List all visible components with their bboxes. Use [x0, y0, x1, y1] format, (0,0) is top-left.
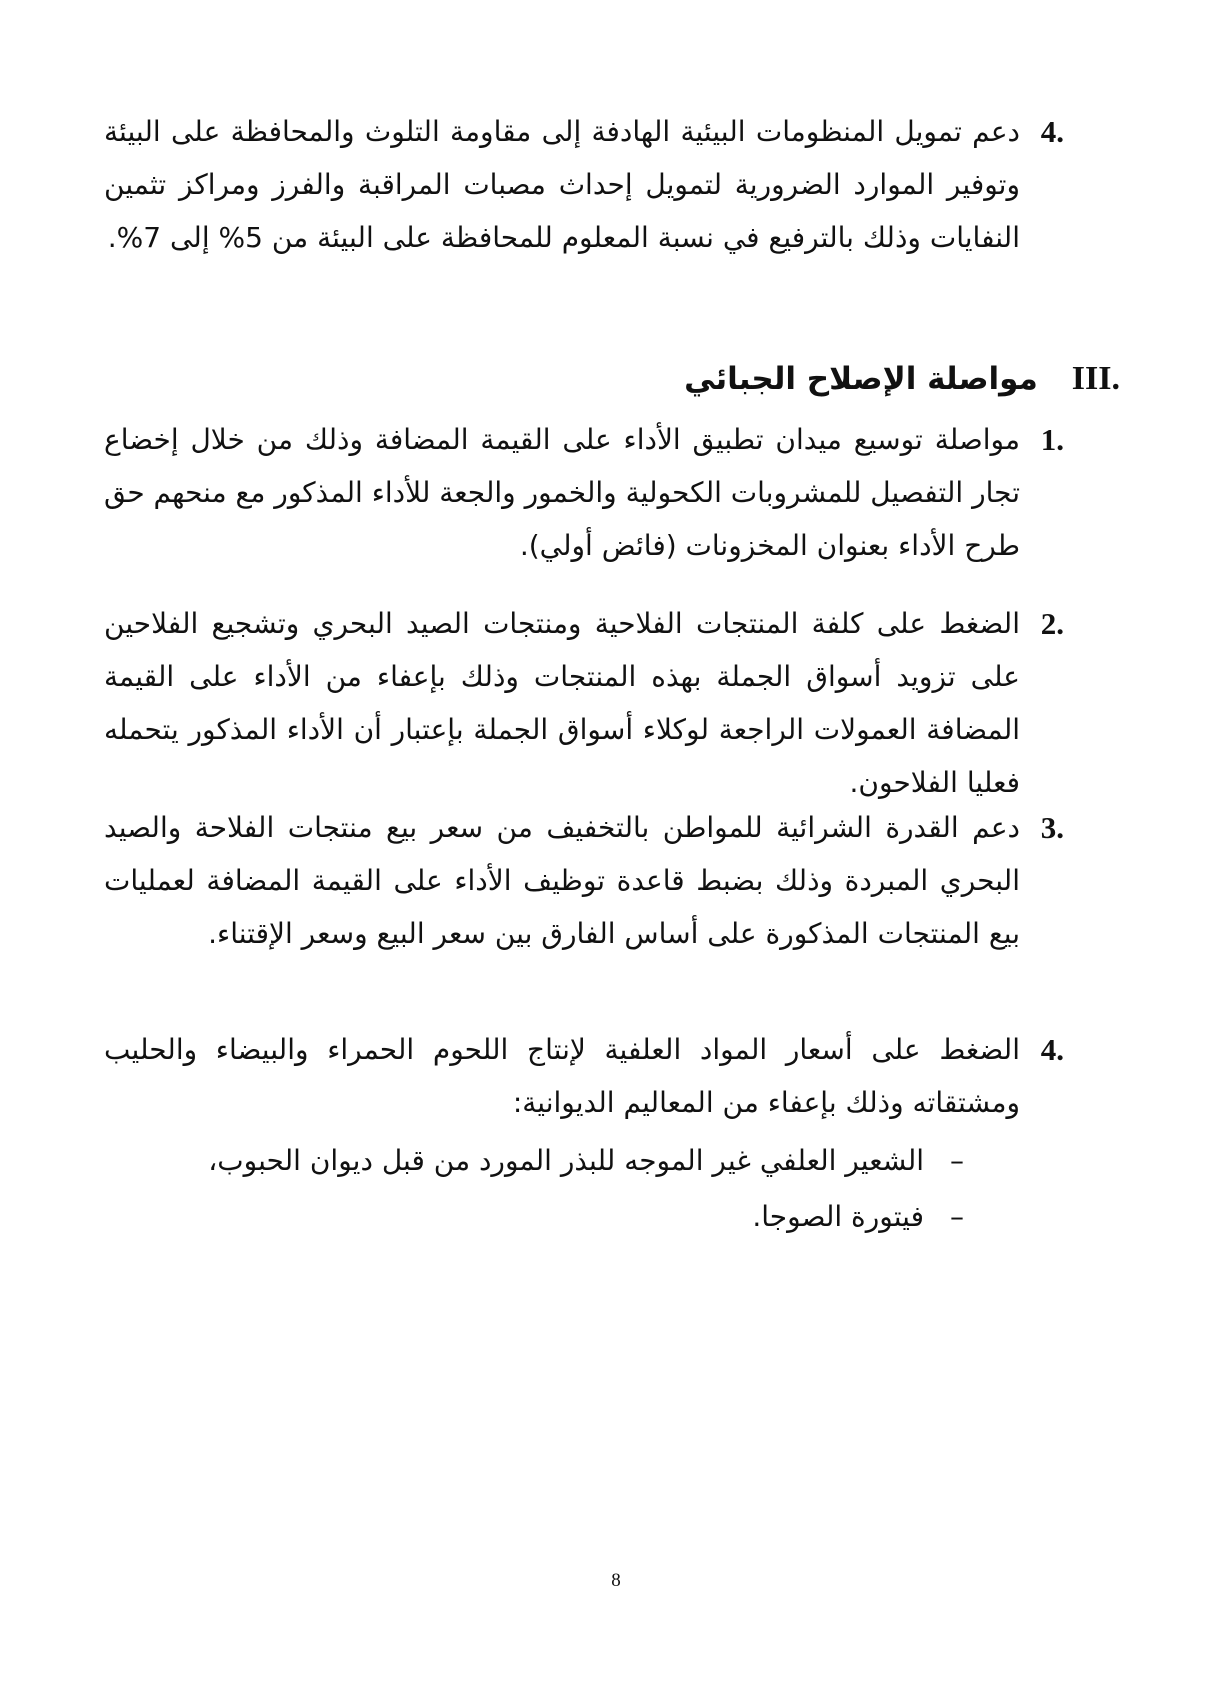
section-number: III.	[1071, 360, 1120, 397]
item-number: 4.	[1040, 114, 1064, 149]
paragraph-item-3	[104, 801, 1064, 960]
bullet-dash: –	[950, 1200, 964, 1233]
section-heading	[684, 360, 1120, 398]
paragraph-item-4	[104, 1023, 1064, 1129]
item-number: 2.	[1040, 606, 1064, 641]
bullet-text: فيتورة الصوجا.	[752, 1200, 924, 1233]
paragraph-item-4-environment	[104, 105, 1064, 264]
item-text: دعم تمويل المنظومات البيئية الهادفة إلى مقاومة التلوث والمحافظة على البيئة وتوفير الموارد الضرورية لتمويل إحداث مصبات المراقبة والفرز ومراكز تثمين النفايات وذلك بالترفيع في نسبة المعلوم للمحافظة على البيئة من 5% إلى 7%.	[104, 115, 1020, 254]
bullet-text: الشعير العلفي غير الموجه للبذر المورد من قبل ديوان الحبوب،	[208, 1144, 924, 1177]
item-text: الضغط على كلفة المنتجات الفلاحية ومنتجات الصيد البحري وتشجيع الفلاحين على تزويد أسواق الجملة بهذه المنتجات وذلك بإعفاء من الأداء على القيمة المضافة العمولات الراجعة لوكلاء أسواق الجملة بإعتبار أن الأداء المذكور يتحمله فعليا الفلاحون.	[104, 607, 1020, 799]
bullet-dash: –	[950, 1144, 964, 1177]
bullet-item-soy	[752, 1190, 964, 1243]
item-text: مواصلة توسيع ميدان تطبيق الأداء على القيمة المضافة وذلك من خلال إخضاع تجار التفصيل للمشروبات الكحولية والخمور والجعة للأداء المذكور مع منحهم حق طرح الأداء بعنوان المخزونات (فائض أولي).	[103, 423, 1020, 562]
bullet-item-barley	[208, 1134, 964, 1187]
item-number: 1.	[1040, 422, 1064, 457]
page-number: 8	[611, 1570, 621, 1591]
item-number: 3.	[1040, 810, 1064, 845]
item-number: 4.	[1040, 1032, 1064, 1067]
paragraph-item-1	[104, 413, 1064, 572]
paragraph-item-2	[104, 597, 1064, 809]
section-title: مواصلة الإصلاح الجبائي	[684, 361, 1038, 397]
item-text: الضغط على أسعار المواد العلفية لإنتاج اللحوم الحمراء والبيضاء والحليب ومشتقاته وذلك بإعفاء من المعاليم الديوانية:	[104, 1033, 1020, 1119]
item-text: دعم القدرة الشرائية للمواطن بالتخفيف من سعر بيع منتجات الفلاحة والصيد البحري المبردة وذلك بضبط قاعدة توظيف الأداء على القيمة المضافة لعمليات بيع المنتجات المذكورة على أساس الفارق بين سعر البيع وسعر الإقتناء.	[104, 811, 1020, 950]
